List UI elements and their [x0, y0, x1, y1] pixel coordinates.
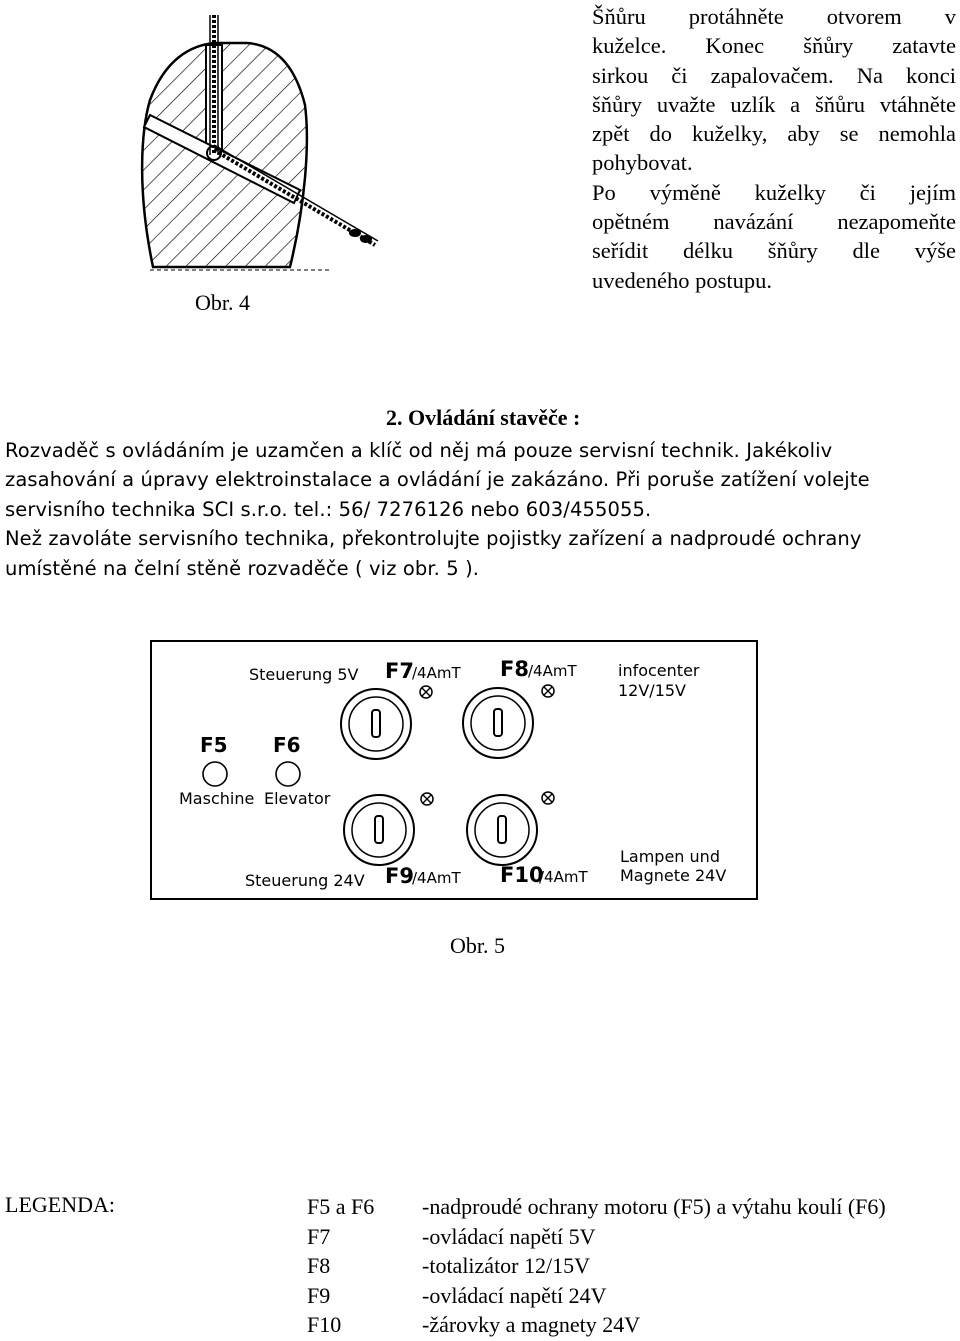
pin-cross-section-drawing	[130, 5, 390, 280]
label-f8-rating: /4AmT	[528, 662, 577, 680]
legend-label: LEGENDA:	[5, 1192, 115, 1217]
paragraph-line: sirkou či zapalovačem. Na konci	[592, 62, 956, 88]
legend-code: F7	[307, 1223, 331, 1249]
label-maschine: Maschine	[179, 789, 255, 808]
legend-code: F10	[307, 1312, 342, 1337]
paragraph-line: opětném navázání nezapomeňte	[592, 209, 956, 235]
label-f6: F6	[273, 733, 301, 757]
label-f8: F8	[500, 657, 529, 681]
label-f9-rating: /4AmT	[412, 869, 461, 887]
paragraph-line: zpět do kuželky, aby se nemohla	[592, 121, 956, 147]
legend-description: -ovládací napětí 5V	[422, 1223, 596, 1249]
label-lampen: Lampen und	[620, 847, 720, 866]
paragraph-line: kuželce. Konec šňůry zatavte	[592, 33, 956, 59]
label-f7-rating: /4AmT	[412, 664, 461, 682]
legend-codes	[307, 1192, 374, 1340]
label-infocenter: infocenter	[618, 661, 700, 680]
legend-code: F8	[307, 1253, 331, 1278]
paragraph-line: Šňůru protáhněte otvorem v	[592, 4, 956, 29]
legend-code: F5 a F6	[307, 1194, 375, 1219]
label-f10-rating: /4AmT	[539, 868, 588, 886]
legend-code: F9	[307, 1282, 331, 1308]
section-body	[5, 436, 955, 583]
legend-description: -nadproudé ochrany motoru (F5) a výtahu koulí (F6)	[422, 1194, 886, 1219]
legend-description: -totalizátor 12/15V	[422, 1253, 591, 1278]
paragraph-line: šňůry uvažte uzlík a šňůru vtáhněte	[592, 91, 956, 117]
label-f5: F5	[200, 733, 228, 757]
legend-description: -ovládací napětí 24V	[422, 1282, 607, 1308]
body-line: zasahování a úpravy elektroinstalace a ovládání je zakázáno. Při poruše zatížení volejte	[5, 468, 870, 492]
paragraph-line: pohybovat.	[592, 150, 693, 176]
body-line: umístěné na čelní stěně rozvaděče ( viz obr. 5 ).	[5, 556, 480, 580]
label-infocenter-voltage: 12V/15V	[618, 681, 686, 700]
legend-descriptions	[422, 1192, 886, 1340]
label-f7: F7	[385, 659, 414, 683]
label-f9: F9	[385, 864, 414, 888]
figure-5-caption: Obr. 5	[450, 933, 505, 958]
label-elevator: Elevator	[264, 789, 331, 808]
fuse-panel-drawing	[150, 640, 760, 902]
body-line: servisního technika SCI s.r.o. tel.: 56/ 7276126 nebo 603/455055.	[5, 497, 652, 521]
legend-description: -žárovky a magnety 24V	[422, 1312, 641, 1337]
label-steuerung-5v: Steuerung 5V	[249, 665, 359, 684]
paragraph-line: uvedeného postupu.	[592, 267, 772, 293]
section-title: 2. Ovládání stavěče :	[386, 405, 581, 430]
body-line: Než zavoláte servisního technika, překontrolujte pojistky zařízení a nadproudé ochrany	[5, 527, 862, 551]
paragraph-line: seřídit délku šňůry dle výše	[592, 238, 956, 264]
paragraph-line: Po výměně kuželky či jejím	[592, 179, 956, 205]
top-paragraph	[592, 2, 956, 295]
label-steuerung-24v: Steuerung 24V	[245, 871, 365, 890]
label-magnete: Magnete 24V	[620, 866, 727, 885]
body-line: Rozvaděč s ovládáním je uzamčen a klíč od něj má pouze servisní technik. Jakékoliv	[5, 439, 833, 462]
label-f10: F10	[500, 863, 544, 887]
figure-4-caption: Obr. 4	[195, 290, 250, 315]
